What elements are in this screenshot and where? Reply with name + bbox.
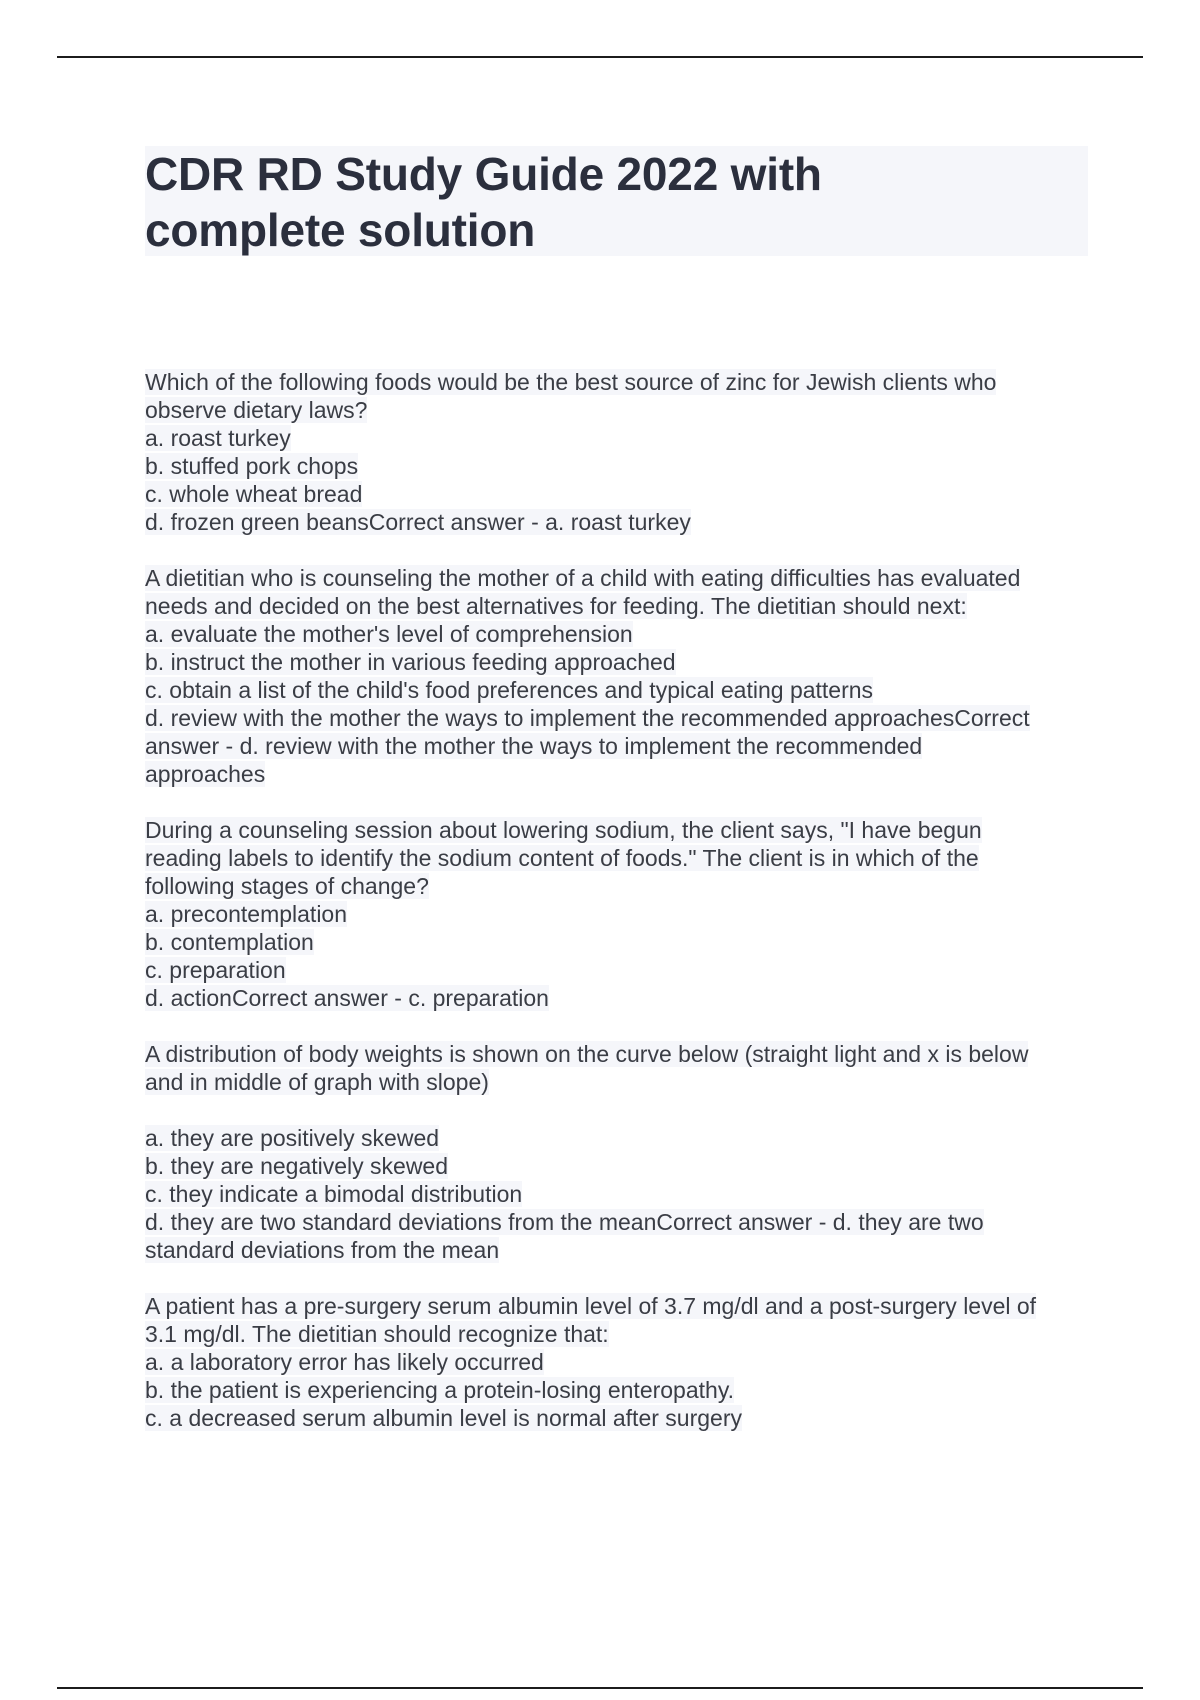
- text-line: [145, 424, 1095, 452]
- line-text: d. actionCorrect answer - c. preparation: [145, 985, 549, 1011]
- text-line: [145, 760, 1095, 788]
- question-block: [145, 1292, 1095, 1432]
- line-text: a. precontemplation: [145, 901, 348, 927]
- line-text: observe dietary laws?: [145, 397, 368, 423]
- question-block: [145, 368, 1095, 536]
- line-text: reading labels to identify the sodium content of foods." The client is in which of the: [145, 845, 979, 871]
- text-line: [145, 816, 1095, 844]
- line-text: a. they are positively skewed: [145, 1125, 440, 1151]
- question-list: [145, 368, 1095, 1460]
- line-text: answer - d. review with the mother the ways to implement the recommended: [145, 733, 923, 759]
- text-line: [145, 396, 1095, 424]
- line-text: During a counseling session about lowering sodium, the client says, "I have begun: [145, 817, 982, 843]
- line-text: standard deviations from the mean: [145, 1237, 500, 1263]
- question-block: [145, 816, 1095, 1012]
- text-line: [145, 676, 1095, 704]
- text-line: [145, 844, 1095, 872]
- text-line: [145, 984, 1095, 1012]
- text-line: [145, 1124, 1095, 1152]
- line-text: A dietitian who is counseling the mother of a child with eating difficulties has evaluated: [145, 565, 1021, 591]
- text-line: [145, 1208, 1095, 1236]
- text-line: [145, 1404, 1095, 1432]
- line-text: A patient has a pre-surgery serum albumin level of 3.7 mg/dl and a post-surgery level of: [145, 1293, 1037, 1319]
- line-text: A distribution of body weights is shown on the curve below (straight light and x is below: [145, 1041, 1029, 1067]
- text-line: [145, 368, 1095, 396]
- text-line: [145, 1236, 1095, 1264]
- bottom-rule: [57, 1687, 1143, 1689]
- title-line: complete solution: [145, 204, 536, 256]
- text-line: [145, 1068, 1095, 1096]
- text-line: [145, 508, 1095, 536]
- line-text: d. they are two standard deviations from the meanCorrect answer - d. they are two: [145, 1209, 984, 1235]
- line-text: b. instruct the mother in various feeding approached: [145, 649, 676, 675]
- line-text: b. stuffed pork chops: [145, 453, 359, 479]
- text-line: [145, 1292, 1095, 1320]
- top-rule: [57, 56, 1143, 58]
- text-line: [145, 1040, 1095, 1068]
- text-line: [145, 956, 1095, 984]
- line-text: c. preparation: [145, 957, 286, 983]
- line-text: d. review with the mother the ways to implement the recommended approachesCorrect: [145, 705, 1030, 731]
- text-line: [145, 452, 1095, 480]
- line-text: following stages of change?: [145, 873, 429, 899]
- question-block: [145, 1040, 1095, 1264]
- text-line: [145, 620, 1095, 648]
- title-line: CDR RD Study Guide 2022 with: [145, 148, 822, 200]
- line-text: c. they indicate a bimodal distribution: [145, 1181, 523, 1207]
- line-text: d. frozen green beansCorrect answer - a. roast turkey: [145, 509, 691, 535]
- line-text: needs and decided on the best alternatives for feeding. The dietitian should next:: [145, 593, 967, 619]
- text-line: [145, 1376, 1095, 1404]
- line-text: 3.1 mg/dl. The dietitian should recognize that:: [145, 1321, 609, 1347]
- text-line: [145, 928, 1095, 956]
- line-text: a. evaluate the mother's level of comprehension: [145, 621, 633, 647]
- text-line: [145, 704, 1095, 732]
- text-line: [145, 872, 1095, 900]
- line-text: b. they are negatively skewed: [145, 1153, 449, 1179]
- line-text: approaches: [145, 761, 266, 787]
- question-block: [145, 564, 1095, 788]
- line-text: a. roast turkey: [145, 425, 291, 451]
- document-title: [145, 146, 1088, 258]
- text-line: [145, 480, 1095, 508]
- line-text: Which of the following foods would be the best source of zinc for Jewish clients who: [145, 369, 997, 395]
- blank-line: [145, 1096, 1095, 1124]
- text-line: [145, 592, 1095, 620]
- text-line: [145, 564, 1095, 592]
- line-text: b. contemplation: [145, 929, 314, 955]
- text-line: [145, 1320, 1095, 1348]
- text-line: [145, 648, 1095, 676]
- line-text: c. whole wheat bread: [145, 481, 363, 507]
- text-line: [145, 1152, 1095, 1180]
- text-line: [145, 1348, 1095, 1376]
- line-text: c. a decreased serum albumin level is normal after surgery: [145, 1405, 742, 1431]
- line-text: b. the patient is experiencing a protein-losing enteropathy.: [145, 1377, 735, 1403]
- text-line: [145, 732, 1095, 760]
- line-text: a. a laboratory error has likely occurred: [145, 1349, 544, 1375]
- title-block: [145, 146, 1088, 256]
- text-line: [145, 900, 1095, 928]
- line-text: c. obtain a list of the child's food preferences and typical eating patterns: [145, 677, 874, 703]
- line-text: and in middle of graph with slope): [145, 1069, 489, 1095]
- text-line: [145, 1180, 1095, 1208]
